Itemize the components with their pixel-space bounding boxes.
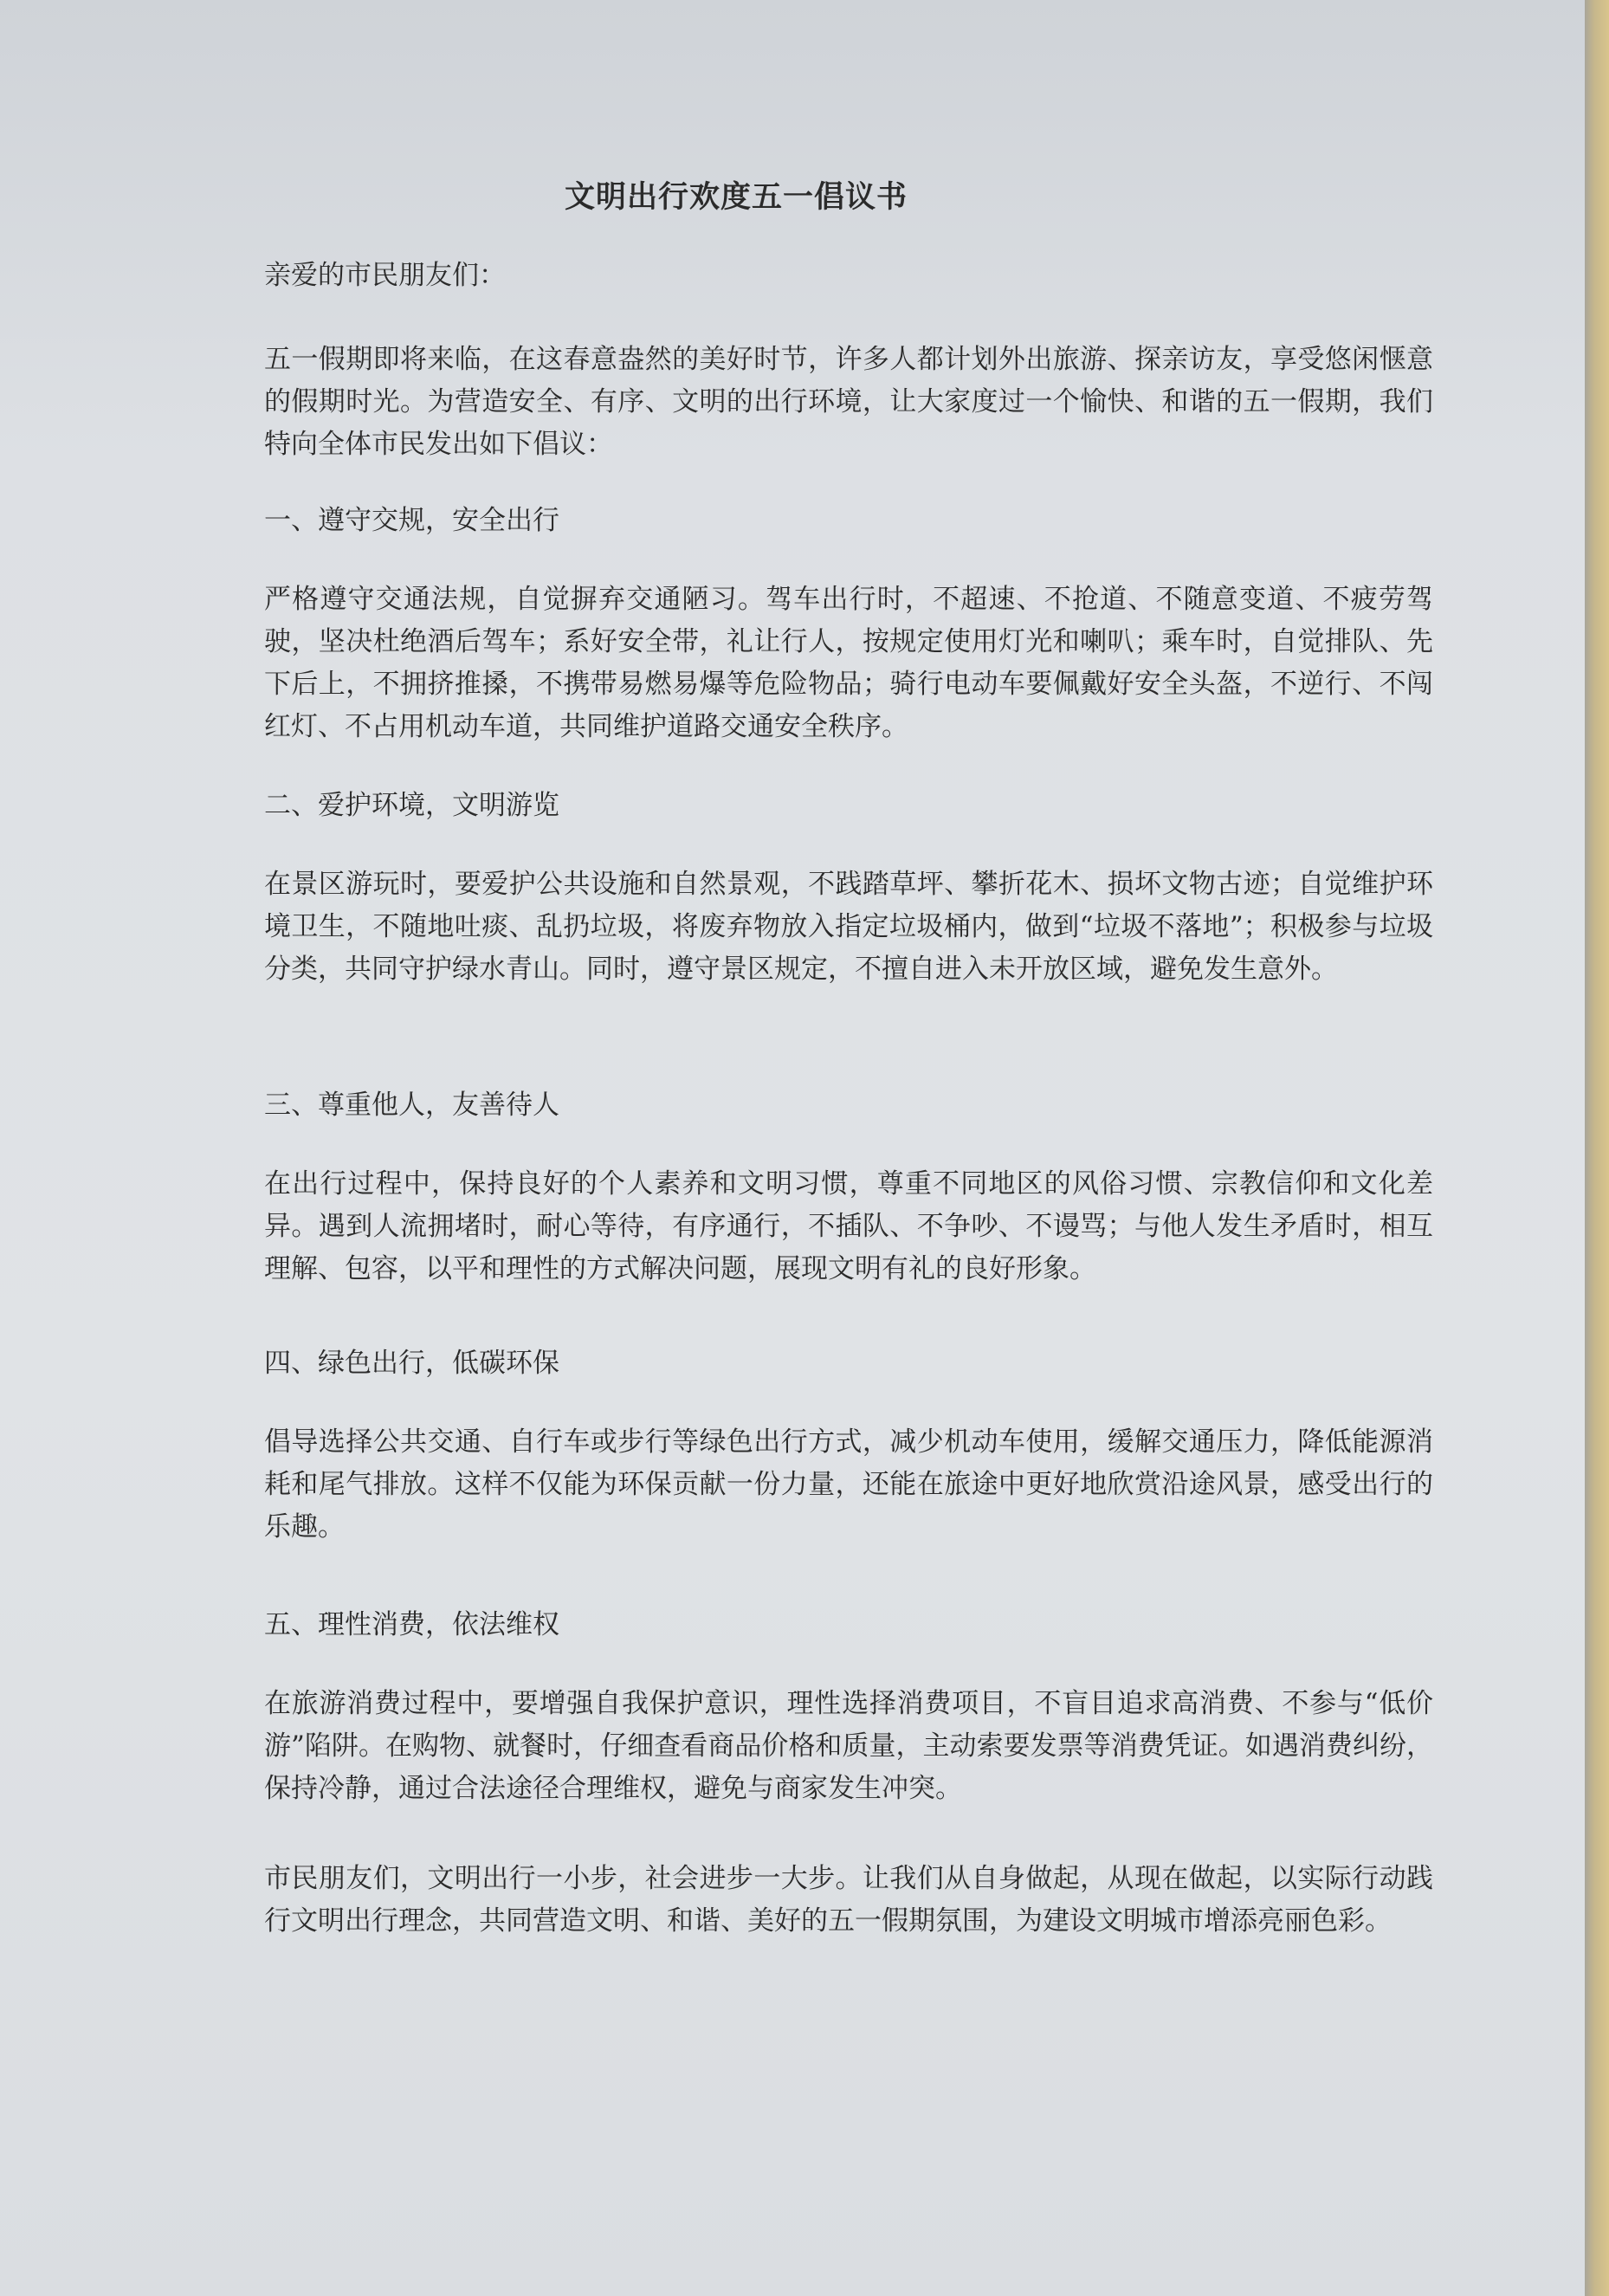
section-body-2: 在景区游玩时，要爱护公共设施和自然景观，不践踏草坪、攀折花木、损坏文物古迹；自觉维护环境卫生，不随地吐痰、乱扔垃圾，将废弃物放入指定垃圾桶内，做到“垃圾不落地”；积极参与垃圾分类，共同守护绿水青山。同时，遵守景区规定，不擅自进入未开放区域，避免发生意外。 [264,869,1433,985]
section-body-4: 倡导选择公共交通、自行车或步行等绿色出行方式，减少机动车使用，缓解交通压力，降低能源消耗和尾气排放。这样不仅能为环保贡献一份力量，还能在旅途中更好地欣赏沿途风景，感受出行的乐趣。 [264,1426,1433,1543]
section-body-1: 严格遵守交通法规，自觉摒弃交通陋习。驾车出行时，不超速、不抢道、不随意变道、不疲劳驾驶，坚决杜绝酒后驾车；系好安全带，礼让行人，按规定使用灯光和喇叭；乘车时，自觉排队、先下后上，不拥挤推搡，不携带易燃易爆等危险物品；骑行电动车要佩戴好安全头盔，不逆行、不闯红灯、不占用机动车道，共同维护道路交通安全秩序。 [264,584,1433,742]
section-heading-4: 四、绿色出行，低碳环保 [264,1348,559,1379]
salutation: 亲爱的市民朋友们： [264,260,506,291]
page-edge [1585,0,1609,2296]
closing-paragraph: 市民朋友们，文明出行一小步，社会进步一大步。让我们从自身做起，从现在做起，以实际行动践行文明出行理念，共同营造文明、和谐、美好的五一假期氛围，为建设文明城市增添亮丽色彩。 [264,1863,1433,1937]
section-heading-1: 一、遵守交规，安全出行 [264,505,559,536]
section-body-5: 在旅游消费过程中，要增强自我保护意识，理性选择消费项目，不盲目追求高消费、不参与“低价游”陷阱。在购物、就餐时，仔细查看商品价格和质量，主动索要发票等消费凭证。如遇消费纠纷，保持冷静，通过合法途径合理维权，避免与商家发生冲突。 [264,1688,1433,1804]
section-body-3: 在出行过程中，保持良好的个人素养和文明习惯，尊重不同地区的风俗习惯、宗教信仰和文化差异。遇到人流拥堵时，耐心等待，有序通行，不插队、不争吵、不谩骂；与他人发生矛盾时，相互理解、包容，以平和理性的方式解决问题，展现文明有礼的良好形象。 [264,1168,1433,1284]
section-heading-2: 二、爱护环境，文明游览 [264,790,559,821]
section-heading-5: 五、理性消费，依法维权 [264,1609,559,1640]
intro-paragraph: 五一假期即将来临，在这春意盎然的美好时节，许多人都计划外出旅游、探亲访友，享受悠闲惬意的假期时光。为营造安全、有序、文明的出行环境，让大家度过一个愉快、和谐的五一假期，我们特向全体市民发出如下倡议： [264,344,1433,460]
document-title: 文明出行欢度五一倡议书 [564,179,908,215]
section-heading-3: 三、尊重他人，友善待人 [264,1090,559,1121]
